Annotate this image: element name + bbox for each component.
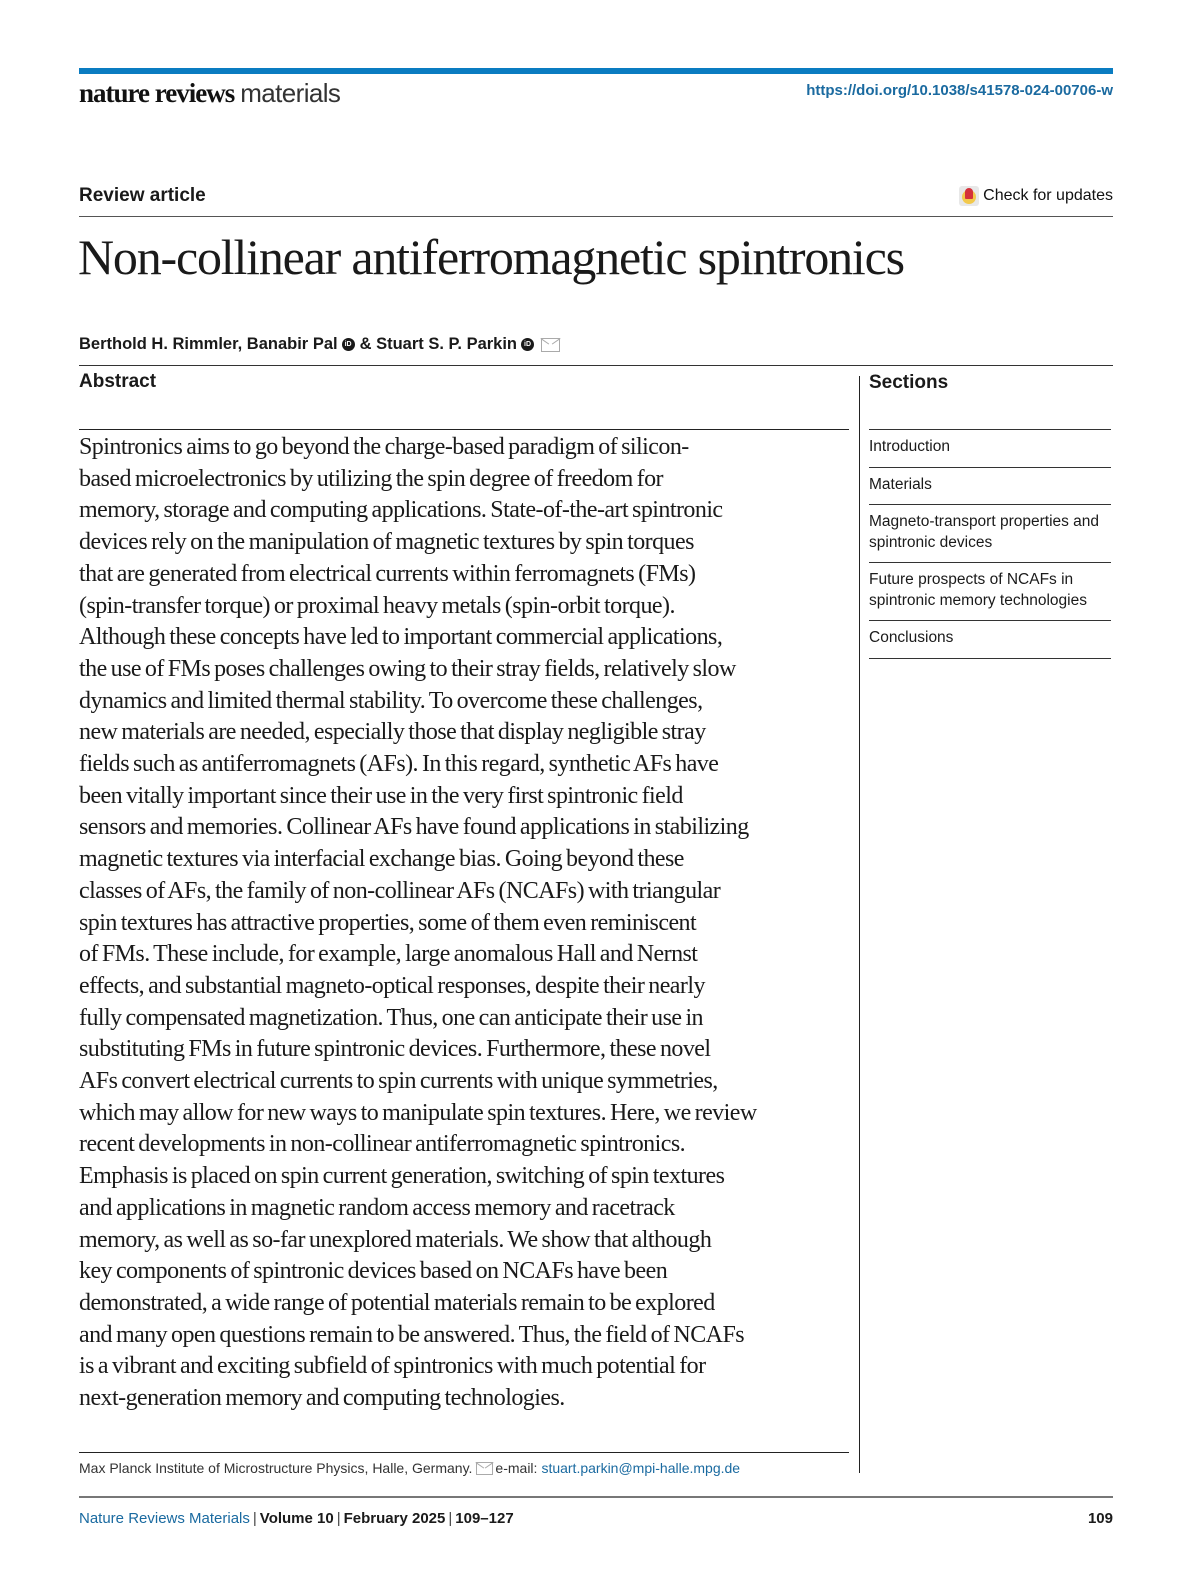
section-link-conclusions[interactable]: Conclusions	[869, 621, 1111, 659]
sections-nav	[869, 429, 1111, 659]
footer-journal-link[interactable]: Nature Reviews Materials	[79, 1510, 250, 1527]
abstract-line: Although these concepts have led to important commercial applications,	[79, 624, 723, 651]
column-divider	[859, 376, 860, 1473]
abstract-line: AFs convert electrical currents to spin currents with unique symmetries,	[79, 1068, 718, 1095]
citation-info: Nature Reviews Materials | Volume 10 | February 2025 | 109–127	[79, 1510, 514, 1527]
email-prefix: e-mail:	[495, 1460, 538, 1476]
section-link-future-prospects[interactable]: Future prospects of NCAFs in spintronic memory technologies	[869, 563, 1111, 621]
abstract-line: new materials are needed, especially those that display negligible stray	[79, 719, 706, 746]
author-name: & Stuart S. P. Parkin	[359, 335, 518, 353]
journal-name-bold: nature reviews	[79, 78, 235, 108]
abstract-text	[79, 432, 851, 1415]
abstract-line: which may allow for new ways to manipulate spin textures. Here, we review	[79, 1099, 757, 1126]
section-link-materials[interactable]: Materials	[869, 468, 1111, 506]
author-name: Berthold H. Rimmler,	[79, 335, 243, 353]
divider	[79, 429, 849, 430]
page-number: 109	[1087, 1510, 1113, 1527]
abstract-line: substituting FMs in future spintronic devices. Furthermore, these novel	[79, 1036, 711, 1063]
abstract-heading: Abstract	[79, 371, 157, 392]
envelope-icon	[476, 1462, 493, 1475]
abstract-line: and applications in magnetic random access memory and racetrack	[79, 1194, 675, 1221]
abstract-line: magnetic textures via interfacial exchange bias. Going beyond these	[79, 846, 684, 873]
orcid-icon[interactable]: iD	[521, 338, 534, 351]
author-name: Banabir Pal	[246, 335, 338, 353]
abstract-line: recent developments in non-collinear antiferromagnetic spintronics.	[79, 1131, 686, 1158]
crossmark-icon	[959, 186, 979, 206]
journal-accent-bar	[79, 68, 1113, 74]
check-for-updates-button[interactable]	[959, 186, 1113, 206]
abstract-line: (spin-transfer torque) or proximal heavy metals (spin-orbit torque).	[79, 592, 675, 619]
check-for-updates-label: Check for updates	[983, 187, 1113, 204]
journal-name-light: materials	[240, 78, 341, 108]
author-list	[79, 335, 560, 354]
article-type: Review article	[79, 185, 206, 206]
divider	[79, 1452, 849, 1453]
section-link-introduction[interactable]: Introduction	[869, 430, 1111, 468]
abstract-line: classes of AFs, the family of non-collinear AFs (NCAFs) with triangular	[79, 877, 721, 904]
orcid-icon[interactable]: iD	[342, 338, 355, 351]
abstract-line: demonstrated, a wide range of potential materials remain to be explored	[79, 1289, 715, 1316]
abstract-line: Spintronics aims to go beyond the charge-based paradigm of silicon-	[79, 434, 689, 460]
divider	[79, 365, 1113, 366]
abstract-line: fields such as antiferromagnets (AFs). In this regard, synthetic AFs have	[79, 751, 719, 778]
affiliation	[79, 1460, 740, 1476]
envelope-icon[interactable]	[541, 338, 560, 352]
email-link[interactable]: stuart.parkin@mpi-halle.mpg.de	[541, 1460, 741, 1476]
abstract-line: the use of FMs poses challenges owing to their stray fields, relatively slow	[79, 655, 736, 682]
doi-link[interactable]: https://doi.org/10.1038/s41578-024-00706-w	[806, 82, 1113, 99]
abstract-line: next-generation memory and computing technologies.	[79, 1385, 565, 1412]
abstract-line: based microelectronics by utilizing the spin degree of freedom for	[79, 465, 663, 492]
footer-date: February 2025	[343, 1510, 446, 1527]
abstract-line: memory, storage and computing applications. State-of-the-art spintronic	[79, 497, 723, 524]
abstract-line: dynamics and limited thermal stability. To overcome these challenges,	[79, 687, 703, 714]
affiliation-text: Max Planck Institute of Microstructure Physics, Halle, Germany.	[79, 1460, 473, 1476]
abstract-line: fully compensated magnetization. Thus, one can anticipate their use in	[79, 1004, 704, 1031]
divider	[79, 1496, 1113, 1498]
section-link-magneto-transport[interactable]: Magneto-transport properties and spintronic devices	[869, 505, 1111, 563]
abstract-line: spin textures has attractive properties, some of them even reminiscent	[79, 909, 697, 936]
abstract-line: devices rely on the manipulation of magnetic textures by spin torques	[79, 529, 694, 556]
article-title: Non-collinear antiferromagnetic spintronics	[78, 229, 904, 285]
abstract-line: that are generated from electrical currents within ferromagnets (FMs)	[79, 560, 696, 587]
abstract-line: is a vibrant and exciting subfield of spintronics with much potential for	[79, 1353, 706, 1380]
article-type-row	[79, 184, 1113, 217]
footer-pages: 109–127	[455, 1510, 514, 1527]
journal-logo	[79, 78, 340, 109]
abstract-line: and many open questions remain to be answered. Thus, the field of NCAFs	[79, 1321, 745, 1348]
abstract-line: memory, as well as so-far unexplored materials. We show that although	[79, 1226, 712, 1253]
abstract-line: key components of spintronic devices based on NCAFs have been	[79, 1258, 668, 1285]
footer-volume: Volume 10	[259, 1510, 334, 1527]
abstract-line: been vitally important since their use in the very first spintronic field	[79, 782, 683, 809]
abstract-line: sensors and memories. Collinear AFs have found applications in stabilizing	[79, 814, 749, 841]
abstract-line: Emphasis is placed on spin current generation, switching of spin textures	[79, 1163, 725, 1190]
abstract-line: of FMs. These include, for example, large anomalous Hall and Nernst	[79, 941, 698, 968]
sections-heading: Sections	[869, 372, 949, 393]
abstract-line: effects, and substantial magneto-optical responses, despite their nearly	[79, 972, 705, 999]
